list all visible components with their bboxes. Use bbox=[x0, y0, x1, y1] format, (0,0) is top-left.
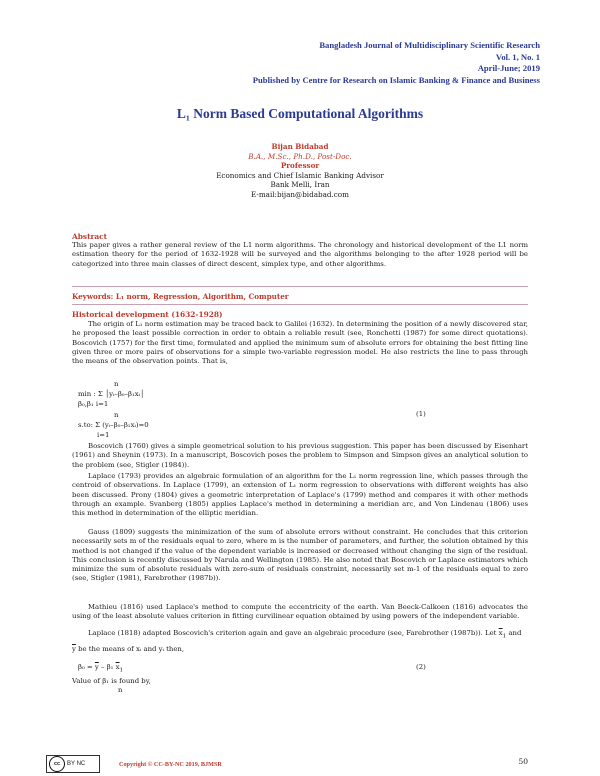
author-block bbox=[0, 142, 600, 200]
eq1-number: (1) bbox=[416, 410, 426, 418]
journal-header bbox=[253, 40, 540, 86]
copyright: Copyright © CC-BY-NC 2019, BJMSR bbox=[119, 761, 222, 768]
sum-upper-limit: n bbox=[118, 686, 123, 694]
xbar-symbol: $\overline{x}$ bbox=[498, 629, 503, 637]
keywords: Keywords: L₁ norm, Regression, Algorithm, Computer bbox=[72, 292, 289, 301]
paragraph-3: Laplace (1793) provides an algebraic formulation of an algorithm for the L₁ norm regression line, which passes through the centroid of observations. In Laplace (1799), an extension of L₁ norm regression to observations with different weights has also been discussed. Prony (1804) gives a geometric interpretation of Laplace's (1799) method and compares it with other methods through an example. Svanberg (1805) applies Laplace's method in determining a meridian arc, and Von Lindenau (1806) uses this method in determination of the elliptic meridian. bbox=[72, 472, 528, 518]
eq1-min: min : Σ │yᵢ–β₀–β₁xᵢ│ bbox=[78, 390, 145, 398]
paragraph-4: Gauss (1809) suggests the minimization of the sum of absolute errors without constraint. He concludes that this criterion necessarily sets m of the residuals equal to zero, where m is the number of parameters, and further, the solution obtained by this method is not changed if the value of the dependent variable is increased or decreased without changing the sign of the residual. This conclusion is recently discussed by Narula and Wellington (1985). He also noted that Boscovich or Laplace estimators which minimize the sum of absolute residuals with zero-sum of residuals constraint, necessarily set m-1 of the residuals equal to zero (see, Stigler (1981), Farebrother (1987b)). bbox=[72, 528, 528, 583]
page-number: 50 bbox=[518, 757, 528, 766]
journal-volume: Vol. 1, No. 1 bbox=[495, 51, 540, 62]
equation-2 bbox=[78, 663, 123, 675]
author-position: Economics and Chief Islamic Banking Advisor bbox=[216, 170, 384, 180]
p6-text-c: be the means of xᵢ and yᵢ then, bbox=[78, 645, 185, 653]
ybar-symbol: $\overline{y}$ bbox=[72, 645, 76, 653]
paragraph-5: Mathieu (1816) used Laplace's method to compute the eccentricity of the earth. Van Beeck-Calkoen (1816) advocates the using of the least absolute values criterion in fitting curvilinear equation obtained by using powers of the independent variable. bbox=[72, 603, 528, 621]
paragraph-1: The origin of L₁ norm estimation may be traced back to Galilei (1632). In determining the position of a newly discovered star, he proposed the least possible correction in order to obtain a reliable result (see, Ronchetti (1987) for some direct quotations). Boscovich (1757) for the first time, formulated and applied the minimum sum of absolute errors for obtaining the best fitting line given three or more pairs of observations for a simple two-variable regression model. He also restricts the line to pass through the means of the observation points. That is, bbox=[72, 320, 528, 366]
creative-commons-icon: cc bbox=[49, 756, 65, 772]
eq2-ybar: $\overline{y}$ bbox=[94, 663, 99, 671]
license-badge-text: BY NC bbox=[67, 761, 86, 767]
author-role: Professor bbox=[280, 161, 320, 171]
journal-name: Bangladesh Journal of Multidisciplinary Scientific Research bbox=[319, 40, 540, 50]
eq1-n-top: n bbox=[114, 380, 119, 388]
eq2-mid: – β₁ bbox=[98, 663, 114, 671]
journal-publisher: Published by Centre for Research on Islamic Banking & Finance and Business bbox=[252, 74, 540, 85]
eq2-xbar: $\overline{x}$ bbox=[115, 663, 120, 671]
paragraph-2: Boscovich (1760) gives a simple geometrical solution to his previous suggestion. This paper has been discussed by Eisenhart (1961) and Sheynin (1973). In a manuscript, Boscovich poses the problem to Simpson and Simpson gives an analytical solution to the problem (see, Stigler (1984)). bbox=[72, 442, 528, 469]
section-heading: Historical development (1632-1928) bbox=[72, 310, 223, 319]
paper-title: L₁ Norm Based Computational Algorithms bbox=[176, 106, 424, 121]
eq2-number: (2) bbox=[416, 663, 426, 671]
author-degrees: B.A., M.Sc., Ph.D., Post-Doc. bbox=[248, 151, 352, 161]
eq2-sub: 1 bbox=[119, 667, 124, 674]
eq1-params: β₀,β₁ i=1 bbox=[78, 400, 109, 408]
p6-text-b: and bbox=[508, 629, 522, 637]
paragraph-6-cont bbox=[72, 645, 528, 654]
cc-license-badge[interactable] bbox=[46, 755, 100, 773]
eq2-lhs: β₀ = bbox=[78, 663, 93, 671]
eq1-constraint: s.to: Σ (yᵢ–β₀–β₁xᵢ)=0 bbox=[78, 421, 149, 429]
author-name: Bijan Bidabad bbox=[271, 142, 329, 151]
author-org: Bank Melli, Iran bbox=[270, 180, 330, 190]
journal-date: April-June; 2019 bbox=[477, 63, 540, 73]
abstract-text: This paper gives a rather general review of the L1 norm algorithms. The chronology and historical development of the L1 norm estimation theory for the period of 1632-1928 will be surveyed and the algorithms belonging to the after 1928 period will be categorized into three main classes of direct descent, simplex type, and other algorithms. bbox=[72, 241, 528, 268]
paragraph-6 bbox=[72, 629, 528, 642]
divider bbox=[72, 304, 528, 305]
xbar-subscript: 1 bbox=[502, 633, 507, 640]
eq1-index: i=1 bbox=[97, 431, 110, 439]
author-email[interactable]: E-mail:bijan@bidabad.com bbox=[251, 189, 349, 199]
divider bbox=[72, 286, 528, 287]
eq1-n-mid: n bbox=[114, 411, 119, 419]
paragraph-7: Value of β₁ is found by, bbox=[72, 677, 151, 685]
p6-text-a: Laplace (1818) adapted Boscovich's criterion again and gave an algebraic procedure (see, Farebrother (1987b)). Let bbox=[88, 629, 497, 637]
abstract-heading: Abstract bbox=[72, 232, 108, 241]
